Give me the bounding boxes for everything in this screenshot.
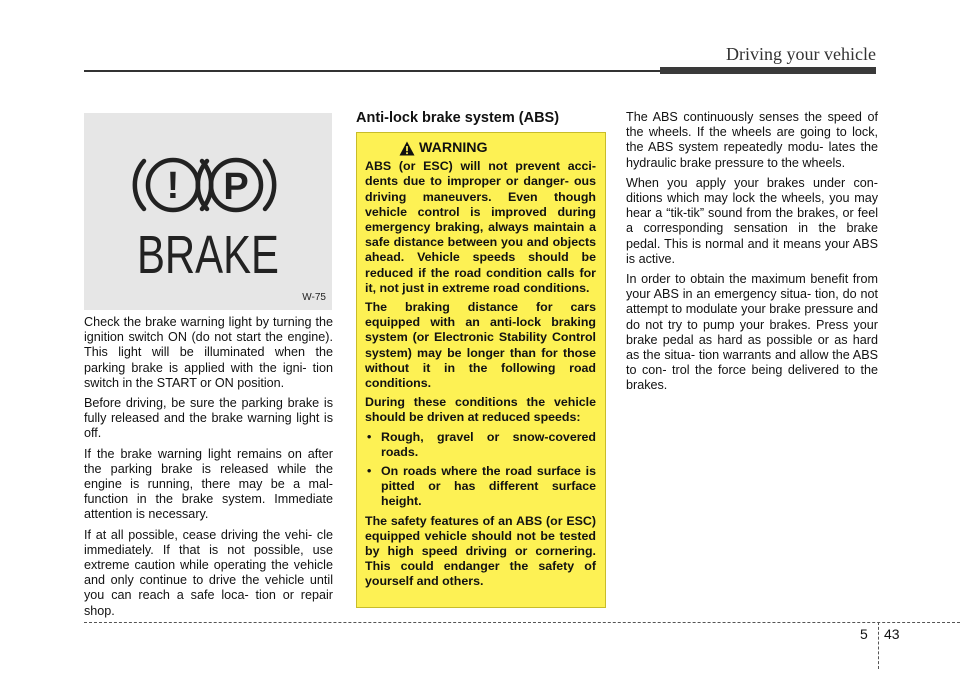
- right-paragraph: The ABS continuously senses the speed of the wheels. If the wheels are going to lock, the ABS system repeatedly modu- lates the hydraulic brake pressure to the wheels.: [626, 110, 878, 170]
- brake-text: BRAKE: [137, 225, 279, 285]
- left-paragraph: If at all possible, cease driving the vehi- cle immediately. If that is not possible, use extreme caution while operating the vehicle and only continue to drive the vehicle until you can reach a safe loca- tion or repair shop.: [84, 527, 333, 618]
- right-column: [626, 110, 878, 399]
- left-column: [84, 315, 333, 624]
- left-paragraph: Before driving, be sure the parking brake is fully released and the brake warning light is off.: [84, 396, 333, 441]
- header-rule: [84, 70, 660, 72]
- chapter-number: 5: [860, 626, 868, 642]
- warning-paragraph: During these conditions the vehicle should be driven at reduced speeds:: [365, 395, 596, 425]
- page-number: 43: [884, 626, 900, 642]
- right-paragraph: When you apply your brakes under con- ditions which may lock the wheels, you may hear a “tik-tik” sound from the brakes, or feel a corresponding sensation in the brake pedal. This is normal and it means your ABS is active.: [626, 175, 878, 266]
- warning-box: [356, 132, 606, 608]
- left-paragraph: Check the brake warning light by turning the ignition switch ON (do not start the engine). This light will be illuminated when the parking brake is applied with the igni- tion switch in the START or ON position.: [84, 315, 333, 390]
- brake-warning-figure: [84, 113, 332, 310]
- warning-bullet: • Rough, gravel or snow-covered roads.: [365, 430, 596, 460]
- warning-triangle-icon: [399, 141, 415, 156]
- parking-p-glyph: P: [223, 166, 249, 208]
- exclamation-glyph: !: [166, 165, 180, 207]
- warning-paragraph: ABS (or ESC) will not prevent acci- dents due to improper or danger- ous driving maneuvers. Even though vehicle control is improved during emergency braking, always maintain a safe distance between you and objects ahead. Vehicle speeds should be reduced if the road condition calls for it, not just in extreme road conditions.: [365, 159, 596, 295]
- right-paragraph: In order to obtain the maximum benefit from your ABS in an emergency situa- tion, do not attempt to modulate your brake pressure and do not try to pump your brakes. Press your brake pedal as hard as possible or as hard as the situa- tion warrants and allow the ABS to con- trol the force being delivered to the brakes.: [626, 272, 878, 393]
- footer-rule: [84, 622, 960, 623]
- warning-bullet: • On roads where the road surface is pitted or has different surface height.: [365, 464, 596, 510]
- warning-title: WARNING: [419, 140, 488, 156]
- header-title: Driving your vehicle: [726, 44, 876, 64]
- brake-warning-light-icon: [84, 113, 332, 310]
- warning-header: [399, 141, 596, 156]
- warning-bullet-list: [365, 430, 596, 510]
- abs-section-heading: Anti-lock brake system (ABS): [356, 110, 560, 126]
- warning-paragraph: The safety features of an ABS (or ESC) equipped vehicle should not be tested by high speed driving or cornering. This could endanger the safety of yourself and others.: [365, 513, 596, 589]
- header-bar: [660, 67, 876, 74]
- figure-code: W-75: [302, 292, 326, 303]
- left-paragraph: If the brake warning light remains on after the parking brake is released while the engine is running, there may be a mal- function in the brake system. Immediate attention is necessary.: [84, 446, 333, 522]
- warning-paragraph: The braking distance for cars equipped with an anti-lock braking system (or Electronic Stability Control system) may be longer than for those without it in the following road conditions.: [365, 300, 596, 391]
- footer-divider: [878, 622, 879, 669]
